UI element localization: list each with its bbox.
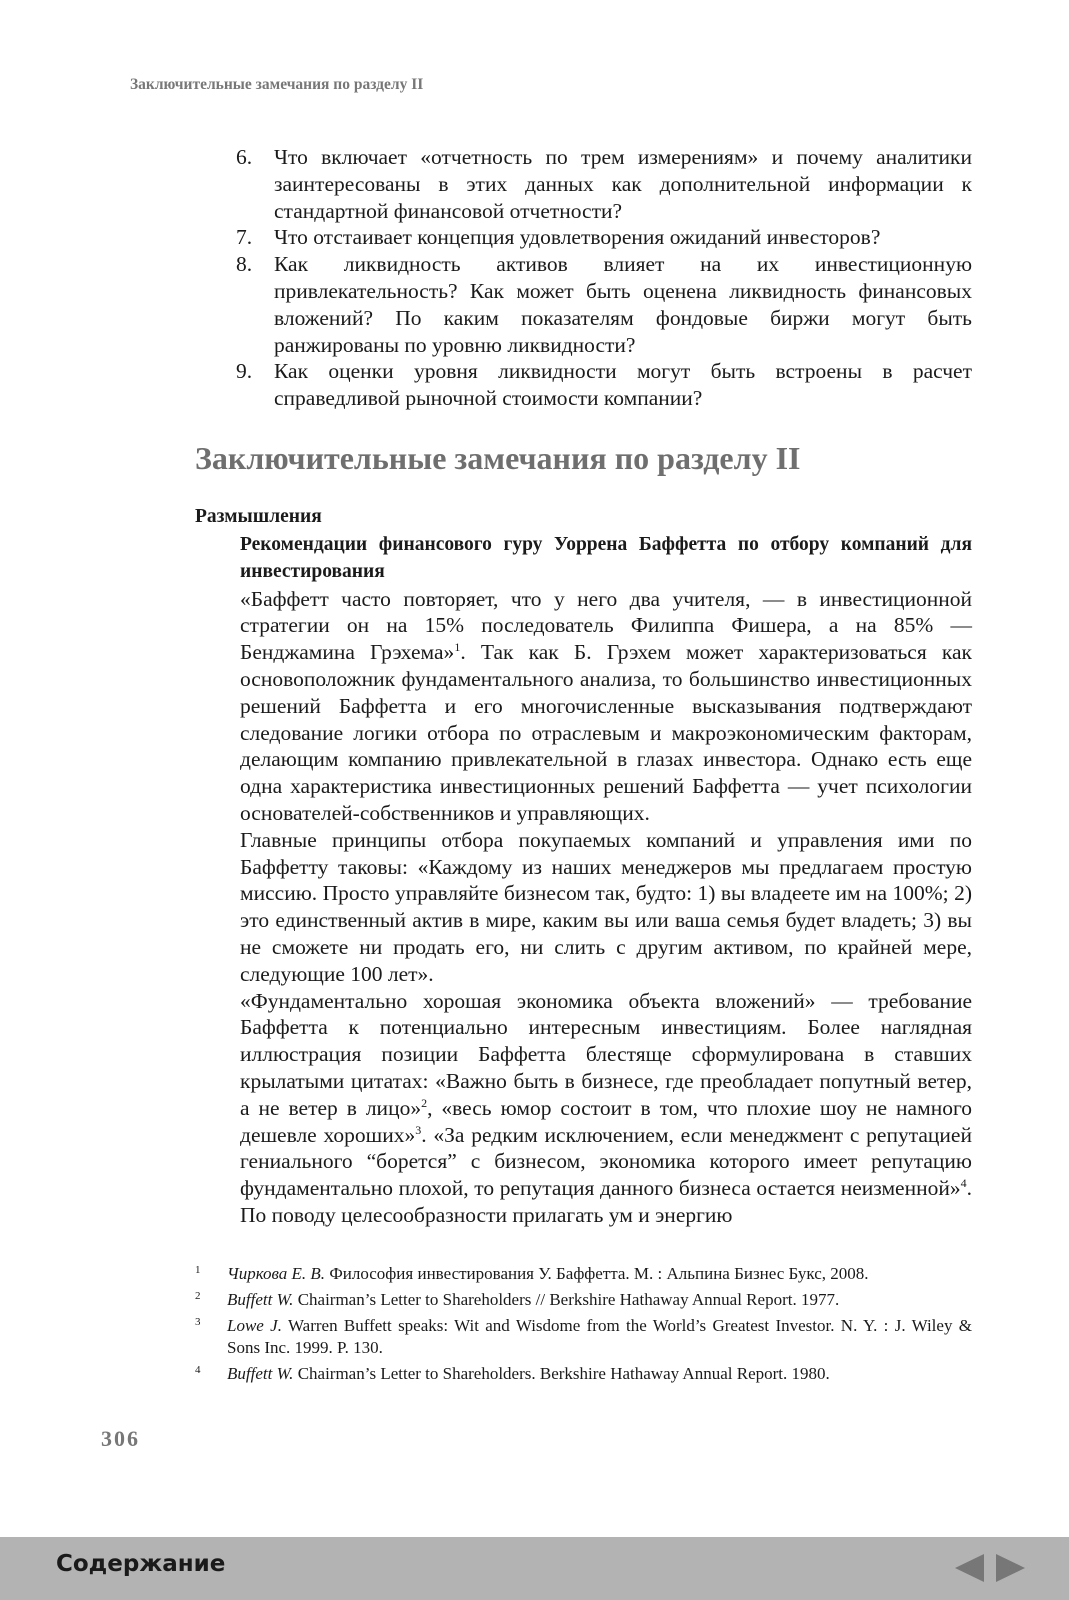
footnote-number: 3 xyxy=(195,1316,201,1328)
footnote xyxy=(195,1289,972,1311)
paragraph-text: «Фундаментально хорошая экономика объекта вложений» — требование Баффетта к потенциально интересным инвестициям. Более наглядная иллюстрация позиции Баффетта блестяще сформулирована в ставших крылатыми цитатах: «Важно быть в бизнесе, где преобладает попутный ветер, а не ветер в лицо» xyxy=(240,988,972,1120)
paragraph-3 xyxy=(240,988,972,1229)
page-number: 306 xyxy=(101,1426,140,1451)
paragraph-text: , «весь юмор состоит в том, что плохие шоу не намного дешевле хороших» xyxy=(240,1095,972,1147)
footnote-text xyxy=(227,1315,972,1359)
footnote-number: 1 xyxy=(195,1264,201,1276)
question-item xyxy=(236,144,972,224)
footnote-text xyxy=(227,1363,972,1385)
footnote-author: Buffett W. xyxy=(227,1290,294,1309)
triangle-right-icon[interactable] xyxy=(994,1551,1028,1585)
footnote-ref[interactable]: 3 xyxy=(415,1122,422,1137)
footnote-ref[interactable]: 4 xyxy=(960,1175,967,1190)
footnote xyxy=(195,1263,972,1285)
question-text: Что включает «отчетность по трем измерениям» и почему аналитики заинтересованы в этих данных как дополнительной информации к стандартной финансовой отчетности? xyxy=(274,145,972,223)
question-text: Как оценки уровня ликвидности могут быть встроены в расчет справедливой рыночной стоимости компании? xyxy=(274,359,972,411)
footnotes xyxy=(195,1263,972,1389)
footnote-author: Buffett W. xyxy=(227,1364,294,1383)
footnote-ref[interactable]: 1 xyxy=(454,640,461,655)
footnote-ref[interactable]: 2 xyxy=(421,1095,428,1110)
footnote-source: Chairman’s Letter to Shareholders // Berkshire Hathaway Annual Report. 1977. xyxy=(293,1290,840,1309)
question-text: Что отстаивает концепция удовлетворения ожиданий инвесторов? xyxy=(274,225,881,250)
paragraph-text: «Баффетт часто повторяет, что у него два учителя, — в инвестиционной стратегии он на 15% последователь Филиппа Фишера, а на 85% — Бенджамина Грэхема» xyxy=(240,586,972,665)
footnote-number: 4 xyxy=(195,1364,201,1376)
bottom-navigation-bar xyxy=(0,1537,1069,1600)
footnote-number: 2 xyxy=(195,1290,201,1302)
footnote-text xyxy=(227,1263,972,1285)
footnote xyxy=(195,1315,972,1359)
question-number: 8. xyxy=(236,252,253,277)
question-item xyxy=(236,358,972,412)
paragraph-1 xyxy=(240,586,972,827)
paragraph-text: . Так как Б. Грэхем может характеризоваться как основоположник фундаментального анализа, то большинство инвестиционных решений Баффетта и его многочисленные высказывания подтверждают следование логики отбора по отраслевым и макроэкономическим факторам, делающим компанию привлекательной в глазах инвестора. Однако есть еще одна характеристика инвестиционных решений Баффетта — учет психологии основателей-собственников и управляющих. xyxy=(240,640,972,825)
question-list xyxy=(236,144,972,412)
subheading: Размышления xyxy=(195,506,322,527)
question-item xyxy=(236,224,972,251)
body-text xyxy=(240,532,972,1229)
footnote xyxy=(195,1363,972,1385)
contents-link[interactable]: Содержание xyxy=(56,1551,226,1577)
footnote-author: Lowe J. xyxy=(227,1316,282,1335)
question-number: 6. xyxy=(236,145,253,169)
footnote-source: Chairman’s Letter to Shareholders. Berkshire Hathaway Annual Report. 1980. xyxy=(293,1364,830,1383)
question-item xyxy=(236,251,972,358)
question-text: Как ликвидность активов влияет на их инвестиционную привлекательность? Как может быть оценена ликвидность финансовых вложений? По каким показателям фондовые биржи могут быть ранжированы по уровню ликвидности? xyxy=(274,252,972,357)
footnote-text xyxy=(227,1289,972,1311)
paragraph-2: Главные принципы отбора покупаемых компаний и управления ими по Баффетту таковы: «Каждому из наших менеджеров мы предлагаем простую миссию. Просто управляйте бизнесом так, будто: 1) вы владеете им на 100%; 2) это единственный актив в мире, каким вы или ваша семья будет владеть; 3) вы не сможете ни продать его, ни слить с другим активом, по крайней мере, следующие 100 лет». xyxy=(240,827,972,986)
question-number: 7. xyxy=(236,225,253,250)
running-head: Заключительные замечания по разделу II xyxy=(130,76,424,93)
triangle-left-icon[interactable] xyxy=(952,1551,986,1585)
recommendation-title: Рекомендации финансового гуру Уоррена Баффетта по отбору компаний для инвестирования xyxy=(240,534,972,582)
paragraph-text: . По поводу целесообразности прилагать ум и энергию xyxy=(240,1176,972,1227)
footnote-source: Warren Buffett speaks: Wit and Wisdome from the World’s Greatest Investor. N. Y. : J. Wiley & Sons Inc. 1999. P. 130. xyxy=(227,1316,973,1357)
paragraph-text: . «За редким исключением, если менеджмент с репутацией гениального “борется” с бизнесом, экономика которого имеет репутацию фундаментально плохой, то репутация данного бизнеса остается неизменной» xyxy=(240,1122,972,1201)
footnote-author: Чиркова Е. В. xyxy=(227,1264,326,1283)
question-number: 9. xyxy=(236,359,253,384)
footnote-source: Философия инвестирования У. Баффетта. М. : Альпина Бизнес Букс, 2008. xyxy=(325,1264,869,1283)
section-title: Заключительные замечания по разделу II xyxy=(195,440,801,476)
